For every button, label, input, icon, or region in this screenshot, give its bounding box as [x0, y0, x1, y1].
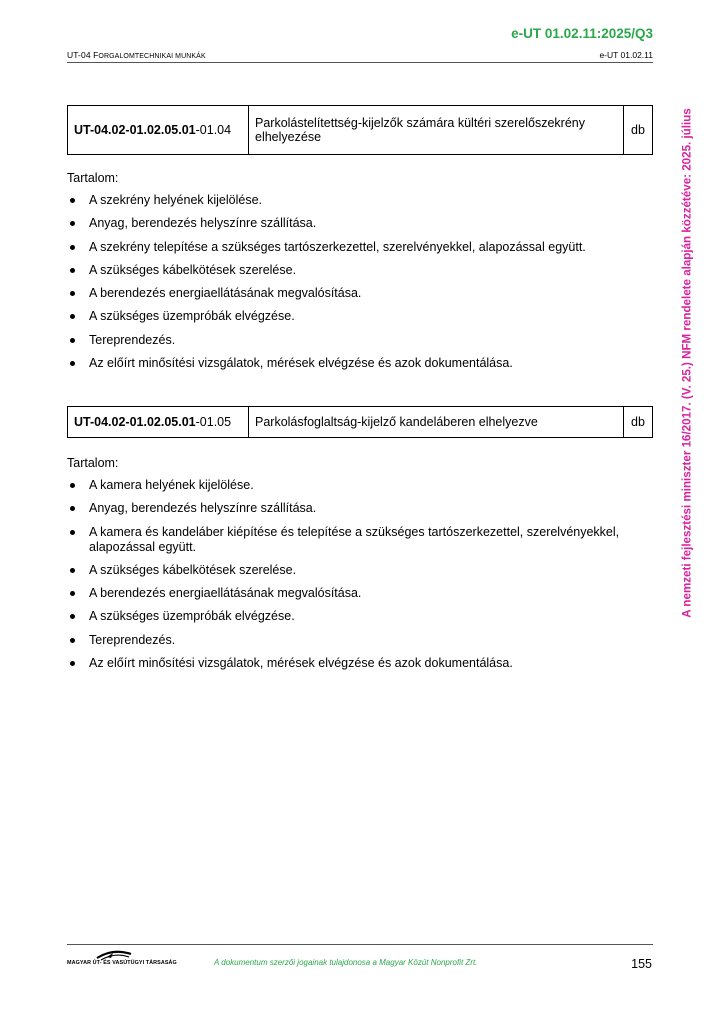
- list-item: Az előírt minősítési vizsgálatok, mérések elvégzése és azok dokumentálása.: [67, 656, 627, 671]
- list-item: A kamera és kandeláber kiépítése és telepítése a szükséges tartószerkezettel, szerelvényekkel, alapozással együtt.: [67, 525, 627, 555]
- running-header-right: e-UT 01.02.11: [599, 50, 653, 60]
- list-item: A szekrény helyének kijelölése.: [67, 193, 627, 208]
- list-item: A berendezés energiaellátásának megvalósítása.: [67, 586, 627, 601]
- list-item: A szükséges üzempróbák elvégzése.: [67, 609, 627, 624]
- content-list-1: [67, 193, 627, 379]
- header-rule: [67, 62, 653, 63]
- item-code-suffix: -01.05: [195, 415, 232, 429]
- list-item: A szükséges kábelkötések szerelése.: [67, 263, 627, 278]
- page-number: 155: [631, 957, 652, 971]
- running-header-left: [67, 50, 206, 60]
- list-item: A berendezés energiaellátásának megvalósítása.: [67, 286, 627, 301]
- list-item: Anyag, berendezés helyszínre szállítása.: [67, 216, 627, 231]
- item-code-suffix: -01.04: [195, 123, 232, 137]
- content-list-2: [67, 478, 627, 679]
- copyright-notice: A dokumentum szerzői jogainak tulajdonosa a Magyar Közút Nonprofit Zrt.: [214, 958, 478, 967]
- list-item: A szükséges kábelkötések szerelése.: [67, 563, 627, 578]
- list-item: Az előírt minősítési vizsgálatok, mérések elvégzése és azok dokumentálása.: [67, 356, 627, 371]
- list-item: Tereprendezés.: [67, 633, 627, 648]
- item-row: [68, 106, 653, 155]
- content-label: Tartalom:: [67, 456, 119, 470]
- list-item: A szükséges üzempróbák elvégzése.: [67, 309, 627, 324]
- item-table-2: [67, 406, 653, 438]
- item-description: Parkolásfoglaltság-kijelző kandeláberen elhelyezve: [249, 407, 624, 438]
- list-item: A kamera helyének kijelölése.: [67, 478, 627, 493]
- item-table-1: [67, 105, 653, 155]
- running-header-smallcaps: ORGALOMTECHNIKAI MUNKÁK: [98, 53, 206, 60]
- item-description: Parkolástelítettség-kijelzők számára kültéri szerelőszekrény elhelyezése: [249, 106, 624, 155]
- list-item: Anyag, berendezés helyszínre szállítása.: [67, 501, 627, 516]
- item-unit: db: [624, 407, 653, 438]
- item-row: [68, 407, 653, 438]
- society-logo-text: MAGYAR ÚT- ÉS VASÚTÜGYI TÁRSASÁG: [67, 960, 177, 966]
- item-code: [68, 407, 249, 438]
- content-label: Tartalom:: [67, 171, 119, 185]
- list-item: A szekrény telepítése a szükséges tartószerkezettel, szerelvényekkel, alapozással együtt.: [67, 240, 627, 255]
- item-unit: db: [624, 106, 653, 155]
- running-header-prefix: UT-04 F: [67, 50, 99, 60]
- item-code-bold: UT-04.02-01.02.05.01: [74, 415, 196, 429]
- footer-rule: [67, 944, 653, 945]
- item-code-bold: UT-04.02-01.02.05.01: [74, 123, 196, 137]
- side-publication-note: [676, 96, 698, 630]
- document-code: e-UT 01.02.11:2025/Q3: [511, 26, 653, 41]
- list-item: Tereprendezés.: [67, 333, 627, 348]
- item-code: [68, 106, 249, 155]
- side-publication-note-text: A nemzeti fejlesztési miniszter 16/2017. (V. 25.) NFM rendelete alapján közzétéve: 2025. július: [680, 108, 694, 618]
